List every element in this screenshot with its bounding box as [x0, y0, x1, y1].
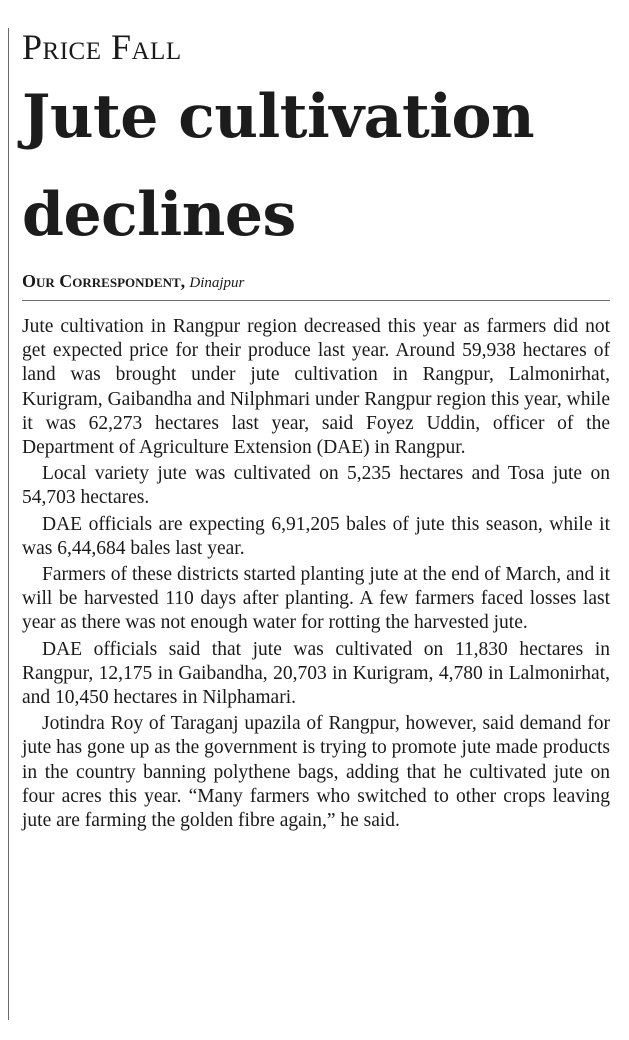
headline-line-2: declines — [22, 180, 296, 250]
headline — [22, 68, 610, 264]
paragraph: Jute cultivation in Rangpur region decreased this year as farmers did not get expected price for their produce last year. Around 59,938 hectares of land was brought under jute cultivation in Rangpur, Lalmonirhat, Kurigram, Gaibandha and Nilphmari under Rangpur region this year, while it was 62,273 hectares last year, said Foyez Uddin, officer of the Department of Agriculture Extension (DAE) in Rangpur. — [22, 316, 610, 459]
article — [22, 26, 610, 835]
headline-line-1: Jute cultivation — [22, 82, 535, 152]
paragraph: DAE officials said that jute was cultivated on 11,830 hectares in Rangpur, 12,175 in Gaibandha, 20,703 in Kurigram, 4,780 in Lalmonirhat, and 10,450 hectares in Nilphamari. — [22, 638, 610, 709]
byline — [22, 270, 610, 301]
byline-author: Our Correspondent, — [22, 271, 186, 291]
paragraph: Jotindra Roy of Taraganj upazila of Rangpur, however, said demand for jute has gone up as the government is trying to promote jute made products in the country banning polythene bags, adding that he cultivated jute on four acres this year. “Many farmers who switched to other crops leaving jute are farming the golden fibre again,” he said. — [22, 713, 610, 832]
paragraph: Local variety jute was cultivated on 5,235 hectares and Tosa jute on 54,703 hectares. — [22, 463, 610, 509]
kicker: Price Fall — [22, 27, 182, 67]
column-rule — [8, 28, 9, 1020]
article-body — [22, 315, 610, 833]
paragraph: DAE officials are expecting 6,91,205 bales of jute this season, while it was 6,44,684 bales last year. — [22, 513, 610, 559]
paragraph: Farmers of these districts started planting jute at the end of March, and it will be harvested 110 days after planting. A few farmers faced losses last year as there was not enough water for rotting the harvested jute. — [22, 564, 610, 634]
byline-place: Dinajpur — [189, 275, 245, 291]
